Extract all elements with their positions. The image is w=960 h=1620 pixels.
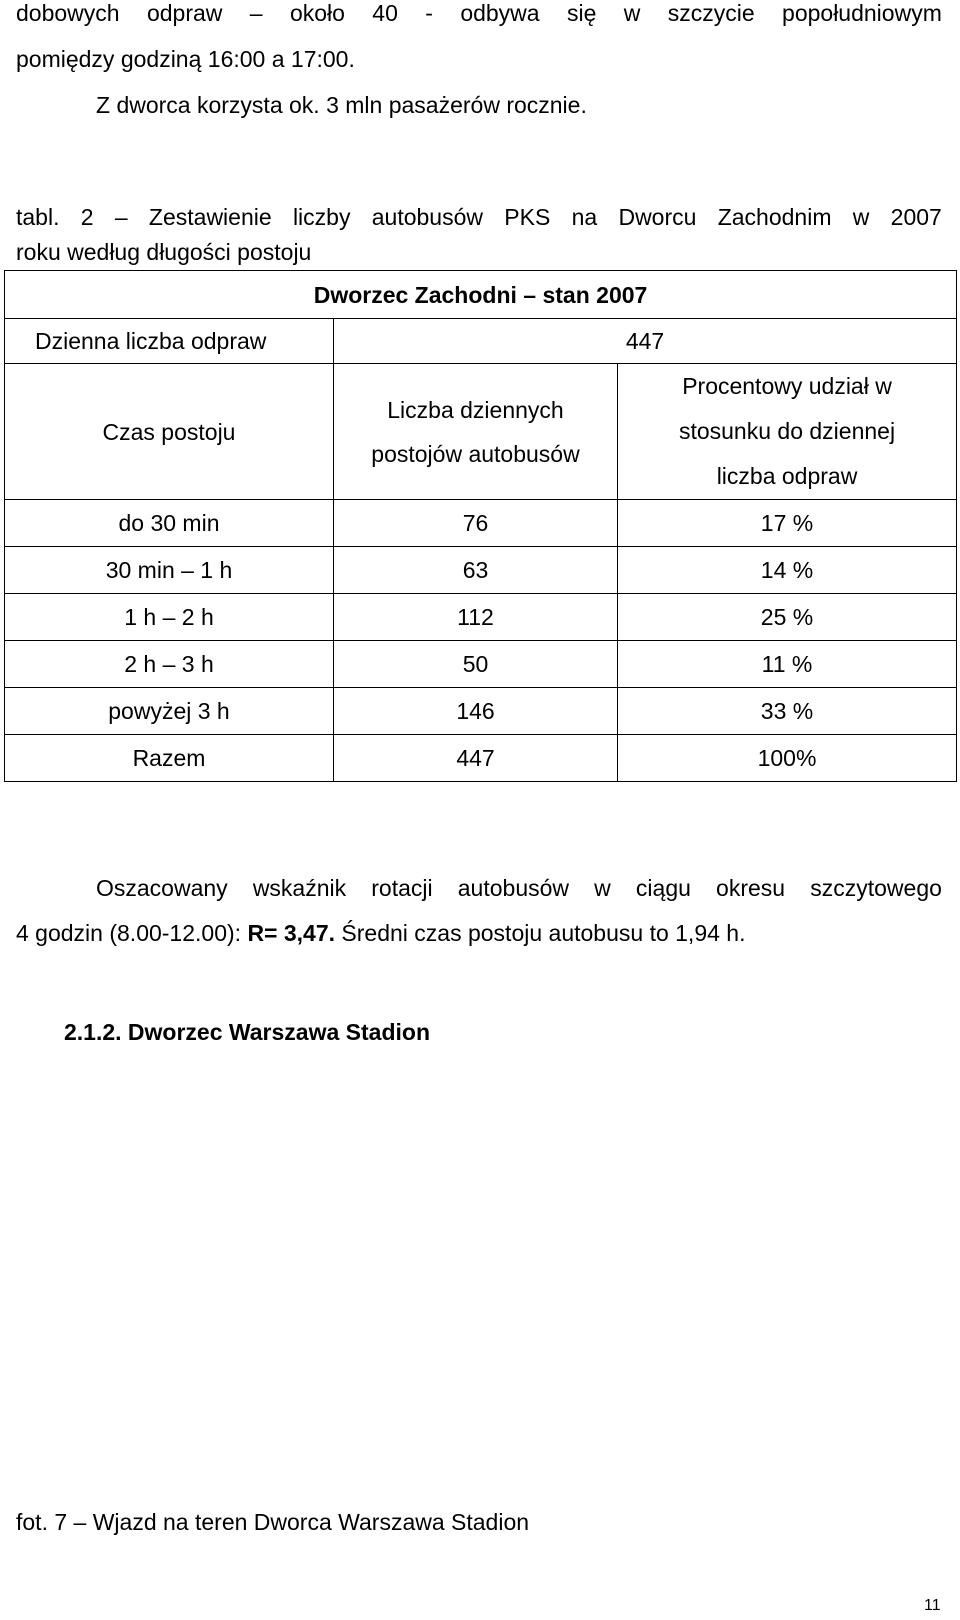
- section-heading: 2.1.2. Dworzec Warszawa Stadion: [64, 1019, 430, 1045]
- cell-count: 447: [334, 735, 618, 782]
- header-percent-share-line-3: liczba odpraw: [716, 463, 858, 489]
- word: Oszacowany: [96, 875, 228, 901]
- table-row: [5, 547, 957, 594]
- word: autobusów: [457, 875, 570, 901]
- header-daily-stops-line-1: Liczba dziennych: [387, 396, 564, 423]
- paragraph-line-1-words: [16, 0, 942, 27]
- word: tabl.: [16, 204, 60, 230]
- bus-stop-table: [4, 270, 957, 782]
- header-stop-duration: Czas postoju: [5, 364, 334, 500]
- word: –: [249, 0, 263, 26]
- table-row: [5, 500, 957, 547]
- header-daily-stops: [334, 364, 618, 500]
- word: Dworcu: [618, 204, 697, 230]
- word: się: [566, 0, 597, 26]
- table-row: [5, 688, 957, 735]
- cell-percent: 11 %: [618, 641, 957, 688]
- table-caption-line-2: roku według długości postoju: [16, 239, 312, 265]
- word: w: [852, 204, 870, 230]
- cell-count: 112: [334, 594, 618, 641]
- word: na: [571, 204, 598, 230]
- word: okresu: [716, 875, 786, 901]
- word: w: [594, 875, 611, 901]
- word: 2: [80, 204, 94, 230]
- word: ciągu: [635, 875, 691, 901]
- table-row: [5, 641, 957, 688]
- rotation-index: R= 3,47.: [247, 920, 336, 946]
- cell-percent: 33 %: [618, 688, 957, 735]
- page-number: 11: [924, 1597, 941, 1614]
- word: szczytowego: [810, 875, 942, 901]
- word: -: [425, 0, 433, 26]
- header-daily-stops-line-2: postojów autobusów: [371, 440, 580, 467]
- cell-percent: 100%: [618, 735, 957, 782]
- table-caption-line-1: [16, 204, 942, 231]
- cell-time: do 30 min: [5, 500, 334, 547]
- paragraph-line-3: Z dworca korzysta ok. 3 mln pasażerów rocznie.: [96, 92, 587, 118]
- cell-time: 30 min – 1 h: [5, 547, 334, 594]
- paragraph-line-2: pomiędzy godziną 16:00 a 17:00.: [16, 46, 355, 72]
- paragraph-line-1: [16, 0, 942, 27]
- word: odbywa: [460, 0, 540, 26]
- word: wskaźnik: [252, 875, 347, 901]
- word: 40: [372, 0, 398, 26]
- cell-count: 50: [334, 641, 618, 688]
- estimate-prefix: 4 godzin (8.00-12.00):: [16, 920, 248, 946]
- word: szczycie: [667, 0, 755, 26]
- cell-time: powyżej 3 h: [5, 688, 334, 735]
- word: liczby: [292, 204, 351, 230]
- header-percent-share-line-2: stosunku do dziennej: [678, 418, 896, 444]
- cell-count: 76: [334, 500, 618, 547]
- word: popołudniowym: [782, 0, 942, 26]
- cell-time: 2 h – 3 h: [5, 641, 334, 688]
- header-percent-share-line-1: Procentowy udział w: [682, 373, 892, 399]
- cell-count: 63: [334, 547, 618, 594]
- estimate-suffix: Średni czas postoju autobusu to 1,94 h.: [335, 920, 746, 946]
- word: dobowych: [16, 0, 120, 26]
- figure-caption: fot. 7 – Wjazd na teren Dworca Warszawa Stadion: [16, 1509, 530, 1535]
- cell-count: 146: [334, 688, 618, 735]
- daily-departures-row: [5, 319, 957, 364]
- estimate-line-1: [96, 875, 942, 902]
- table-header-row: [5, 364, 957, 500]
- daily-departures-value: 447: [334, 319, 957, 364]
- table-row: [5, 594, 957, 641]
- word: rotacji: [371, 875, 433, 901]
- word: PKS: [504, 204, 551, 230]
- cell-percent: 17 %: [618, 500, 957, 547]
- word: około: [289, 0, 345, 26]
- table-total-row: [5, 735, 957, 782]
- word: –: [114, 204, 128, 230]
- word: Zestawienie: [148, 204, 272, 230]
- table-title: Dworzec Zachodni – stan 2007: [5, 271, 957, 319]
- word: Zachodnim: [717, 204, 832, 230]
- cell-time: 1 h – 2 h: [5, 594, 334, 641]
- word: autobusów: [371, 204, 483, 230]
- word: w: [623, 0, 641, 26]
- estimate-line-2: [16, 920, 745, 947]
- word: 2007: [890, 204, 942, 230]
- table-title-row: [5, 271, 957, 319]
- word: odpraw: [146, 0, 223, 26]
- daily-departures-label: Dzienna liczba odpraw: [5, 319, 334, 364]
- header-percent-share: [618, 364, 957, 500]
- cell-time: Razem: [5, 735, 334, 782]
- cell-percent: 25 %: [618, 594, 957, 641]
- cell-percent: 14 %: [618, 547, 957, 594]
